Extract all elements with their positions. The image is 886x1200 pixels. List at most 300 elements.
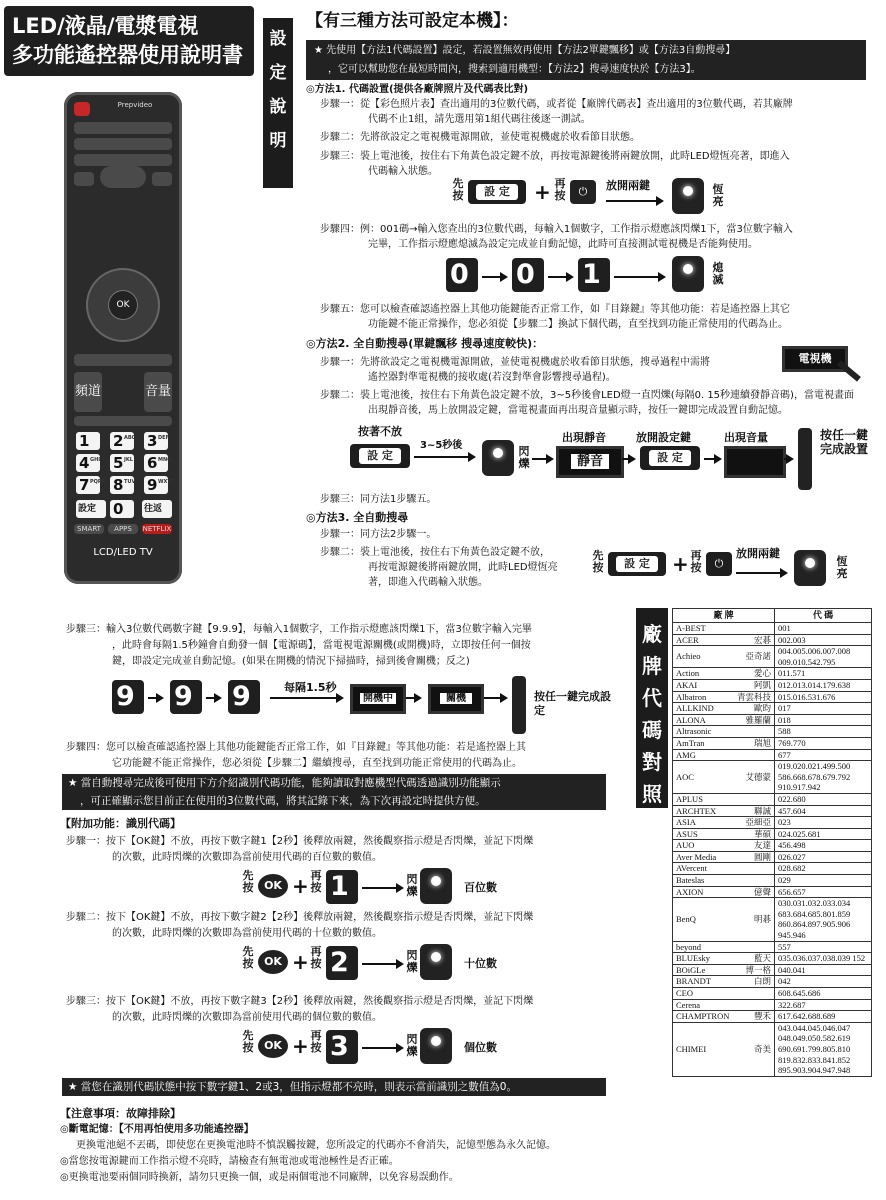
digit-key-9c: 9 [228,680,260,714]
table-row [673,1022,872,1076]
digit-key-9b: 9 [170,680,202,714]
table-row [673,817,872,829]
tv-icon: 電視機 [782,346,848,372]
ok-key-figure: OK [258,874,288,898]
volume-key: 音量 [144,372,172,412]
addon-step3-line1: 步驟三：按下【OK鍵】不放，再按下數字鍵3【2秒】後釋放兩鍵，然後觀察指示燈是否閃爍，並記下閃爍 [66,996,534,1007]
first-press-label: 先按 [592,549,604,574]
code-cell: 019.020.021.499.500 586.668.678.679.792 910.917.942 [775,761,872,794]
release-both-label: 放開兩鍵 [736,547,780,560]
brand-name: Aver Media [676,851,717,862]
brand-cell [673,634,775,646]
exit-key [152,172,172,186]
brand-chinese-name: 友達 [753,840,771,851]
code-cell: 026.027 [775,851,872,863]
brand-chinese-name: 瑞旭 [753,737,771,748]
method1-step5-line2: 功能鍵不能正常操作，您必須從【步驟二】換試下個代碼，直至找到功能正常使用的代碼為止。 [368,319,788,330]
code-cell: 040.041 [775,964,872,976]
hold-label: 按著不放 [358,425,402,438]
brand-name: ARCHTEX [676,805,717,816]
code-cell: 001 [775,623,872,635]
code-cell: 004.005.006.007.008 009.010.542.795 [775,646,872,668]
arrow-icon [362,887,402,889]
table-row [673,941,872,953]
code-cell: 012.013.014.179.638 [775,679,872,691]
digit-key-1: 1 [326,870,358,904]
method3-step3-line2: ，此時會每隔1.5秒鐘會自動發一個【電源碼】，當電視電源關機(或開機)時，立即按任何一個按 [112,640,531,651]
brand-name: AOC [676,771,694,782]
brand-chinese-name: 白朗 [753,976,771,987]
digit-key-1: 1 [578,258,610,292]
first-press-label: 先按 [242,1029,254,1054]
brand-name: AKAI [676,679,698,690]
table-row [673,703,872,715]
num-key-1: 1 [76,432,100,450]
brand-cell [673,668,775,680]
tens-label: 十位數 [464,957,497,970]
code-cell: 024.025.681 [775,828,872,840]
brand-cell [673,793,775,805]
setup-key-figure: 設 定 [468,180,526,204]
method3-step3-line3: 鍵，即設定完成並自動記憶。(如果在開機的情況下掃描時，掃到後會關機；反之) [112,656,470,667]
arrow-icon [548,276,572,278]
digit-key-2: 2 [326,946,358,980]
brand-name: ALLKIND [676,703,714,714]
first-press-label: 先按 [242,945,254,970]
side-tab-setup: 設 定 說 明 [263,18,293,188]
brand-cell [673,999,775,1011]
brand-name: beyond [676,941,702,952]
led-indicator-icon [672,178,704,214]
table-row [673,840,872,852]
led-indicator-icon [672,256,704,292]
brand-chinese-name: 雅羅蘭 [745,714,771,725]
tv-on-icon: 開機中 [350,684,406,714]
table-row [673,953,872,965]
method1-step3-line1: 步驟三：裝上電池後，按住右下角黃色設定鍵不放，再按電源鍵後將兩鍵放開，此時LED燈恆亮著，即進入 [320,151,790,162]
code-cell: 588 [775,726,872,738]
table-row [673,749,872,761]
method2-step2-line2: 出現靜音後，馬上放開設定鍵，當電視畫面再出現音量顯示時，按任一鍵即完成設置自動記憶。 [368,405,788,416]
then-press-label: 再按 [554,177,566,202]
brand-name: AUO [676,840,695,851]
led-indicator-icon [482,440,514,476]
troubleshoot-line-3: ◎當您按電源鍵而工作指示燈不亮時，請檢查有無電池或電池極性是否正確。 [60,1156,399,1167]
table-row [673,714,872,726]
top-key-labels [98,100,172,110]
table-row [673,646,872,668]
brand-cell [673,761,775,794]
brand-name: APLUS [676,793,703,804]
addon-step3-line2: 的次數，此時閃爍的次數即為當前使用代碼的個位數的數值。 [112,1012,382,1023]
troubleshoot-line-2: 更換電池絕不丟碼，即使您在更換電池時不慎誤觸按鍵，您所設定的代碼亦不會消失，記憶型態為永久記憶。 [76,1140,556,1151]
code-cell: 457.604 [775,805,872,817]
menu-key [100,166,146,188]
brand-chinese-name: 圓剛 [753,851,771,862]
led-indicator-icon [420,944,452,980]
addon-step2-line2: 的次數，此時閃爍的次數即為當前使用代碼的十位數的數值。 [112,928,382,939]
info-key [74,172,94,186]
brand-chinese-name: 愛心 [753,668,771,679]
num-key-8: 8 TUV [110,476,134,494]
ok-key-figure: OK [258,1034,288,1058]
plus-icon: + [292,1034,309,1058]
arrow-icon [406,697,420,699]
brand-cell [673,875,775,887]
brand-name: CHAMPTRON [676,1011,730,1022]
brand-cell [673,898,775,941]
remote-small-icon [512,676,526,734]
code-cell: 011.571 [775,668,872,680]
netflix-key: NETFLIX [142,525,172,533]
num-key-2: 2 ABC [110,432,134,450]
num-key-4: 4 GHI [76,454,100,472]
plus-icon: + [292,874,309,898]
method3-step4-line1: 步驟四：您可以檢查確認遙控器上其他功能鍵能否正常工作，如『目錄鍵』等其他功能：若是遙控器上其 [66,742,526,753]
table-row [673,964,872,976]
smart-key: SMART [74,524,104,534]
table-row [673,976,872,988]
then-press-label: 再按 [310,869,322,894]
arrow-icon [606,200,662,202]
table-header-row [673,609,872,623]
troubleshoot-heading: 【注意事項：故障排除】 [60,1107,181,1120]
setup-key-figure: 設 定 [350,444,410,468]
code-cell: 608.645.686 [775,988,872,1000]
brand-name: AVercent [676,863,707,874]
method2-step1-line2: 遙控器對準電視機的接收處(若沒對準會影響搜尋過程)。 [368,372,616,383]
brand-name: ALONA [676,714,706,725]
method1-heading: ◎方法1. 代碼設置(提供各廠牌照片及代碼表比對) [306,84,529,95]
setup-key-figure: 設 定 [640,446,700,470]
brand-chinese-name: 億聲 [753,886,771,897]
brand-name: BRANDT [676,976,711,987]
digit-key-0b: 0 [512,258,544,292]
identify-note: ★ 當您在識別代碼狀態中按下數字鍵1、2或3，但指示燈都不亮時，則表示當前識別之數值為0。 [62,1078,606,1096]
arrow-icon [784,458,792,460]
power-key-figure: ⏻ [706,552,732,576]
plus-icon: + [292,950,309,974]
hundreds-label: 百位數 [464,881,497,894]
brand-cell [673,737,775,749]
code-cell: 557 [775,941,872,953]
led-indicator-icon [794,550,826,586]
brand-name: BenQ [676,914,696,925]
then-press-label: 再按 [690,549,702,574]
troubleshoot-line-4: ◎更換電池要兩個同時換新，請勿只更換一個，或是兩個電池不同廠牌，以免容易誤動作。 [60,1172,459,1183]
brand-cell [673,749,775,761]
auto-search-note-line-2: ，可正確顯示您目前正在使用的3位數代碼，將其記錄下來，為下次再設定時提供方便。 [62,792,606,810]
method-note-box [306,40,866,80]
brand-chinese-name: 亞奇諾 [745,651,771,662]
function-key-row-3 [74,154,172,166]
table-row [673,863,872,875]
brand-name: Altrasonic [676,726,712,737]
brand-cell [673,805,775,817]
steady-label: 恆亮 [712,183,724,208]
method1-step4-line2: 完畢，工作指示燈應熄滅為設定完成並自動記憶，此時可直接測試電視機是否能夠使用。 [368,239,758,250]
method3-step1: 步驟一：同方法2步驟一。 [320,529,437,540]
table-row [673,828,872,840]
code-cell: 617.642.688.689 [775,1011,872,1023]
then-press-label: 再按 [310,1029,322,1054]
brand-cell [673,886,775,898]
method3-step4-line2: 它功能鍵不能正常操作，您必須從【步驟二】繼續搜尋，直至找到功能正常使用的代碼為止。 [112,758,522,769]
brand-column-header: 廠 牌 [673,609,775,623]
plus-icon: + [672,552,689,576]
code-cell: 028.682 [775,863,872,875]
method2-step2-line1: 步驟二：裝上電池後，按住右下角黃色設定鍵不放，3~5秒後會LED燈一直閃爍(每隔0. 15秒連續發靜音碼)，當電視畫面 [320,390,854,401]
blink-label: 閃爍 [406,1033,418,1058]
brand-cell [673,964,775,976]
arrow-icon [482,276,506,278]
method1-step1-line1: 步驟一：從【彩色照片表】查出適用的3位數代碼，或者從【廠牌代碼表】查出適用的3位數代碼，若其廠牌 [320,99,793,110]
channel-key: 頻道 [74,372,102,412]
brand-chinese-name: 華碩 [753,828,771,839]
blink-label: 閃爍 [518,445,530,470]
function-key-row-1 [74,122,172,134]
brand-cell [673,953,775,965]
blink-label: 閃爍 [406,949,418,974]
method1-step1-line2: 代碼不止1組，請先選用第1組代碼往後逐一測試。 [368,114,591,125]
brand-chinese-name: 聯誠 [753,805,771,816]
brand-cell [673,828,775,840]
brand-name: Action [676,668,700,679]
num-key-5: 5 JKL [110,454,134,472]
method3-step3-line1: 步驟三：輸入3位數代碼數字鍵【9.9.9】，每輸入1個數字，工作指示燈應該閃爍1下，當3位數字輸入完畢 [66,624,532,635]
section-title: 【有三種方法可設定本機】： [306,11,519,31]
table-row [673,761,872,794]
title-line-1: LED/液晶/電漿電視 [12,14,199,38]
brand-cell [673,863,775,875]
note-line-2: ，它可以幫助您在最短時間內，搜索到適用機型：【方法2】搜尋速度快於【方法3】。 [328,64,701,75]
brand-name: Cerena [676,999,701,1010]
code-cell: 043.044.045.046.047 048.049.050.582.619 690.691.799.805.810 819.832.833.841.852 895.903.904.947.948 [775,1022,872,1076]
off-label: 熄滅 [712,261,724,286]
code-column-header: 代 碼 [775,609,872,623]
brand-cell [673,714,775,726]
table-row [673,668,872,680]
led-indicator-icon [420,1028,452,1064]
ok-key: OK [109,291,137,319]
brand-name: Achieo [676,651,701,662]
brand-chinese-name: 艾德蒙 [745,771,771,782]
table-row [673,737,872,749]
volume-appear-label: 出現音量 [724,431,768,444]
table-row [673,623,872,635]
addon-step2-line1: 步驟二：按下【OK鍵】不放，再按下數字鍵2【2秒】後釋放兩鍵，然後觀察指示燈是否閃爍，並記下閃爍 [66,912,534,923]
brand-cell [673,1011,775,1023]
brand-cell [673,726,775,738]
num-key-3: 3 DEF [144,432,168,450]
code-cell: 456.498 [775,840,872,852]
code-cell: 677 [775,749,872,761]
brand-cell [673,623,775,635]
code-cell: 002.003 [775,634,872,646]
num-key-7: 7 PQRS [76,476,100,494]
brand-name: ASUS [676,828,698,839]
remote-small-icon [798,428,812,490]
table-row [673,793,872,805]
brand-name: CEO [676,988,693,998]
brand-chinese-name: 阿凱 [753,679,771,690]
mute-appear-label: 出現靜音 [562,431,606,444]
code-cell: 018 [775,714,872,726]
brand-name: AMG [676,749,696,760]
brand-chinese-name: 豐禾 [753,1011,771,1022]
digit-key-3: 3 [326,1030,358,1064]
arrow-icon [736,572,786,574]
steady-label: 恆亮 [836,555,848,580]
brand-cell [673,646,775,668]
digit-key-9: 9 [112,680,144,714]
code-cell: 769.770 [775,737,872,749]
brand-code-rows [673,623,872,1077]
table-row [673,898,872,941]
first-press-label: 先按 [242,869,254,894]
brand-name: BLUEsky [676,953,710,964]
arrow-icon [206,697,220,699]
brand-chinese-name: 宏碁 [753,634,771,645]
brand-name: AXION [676,886,704,897]
brand-cell [673,988,775,1000]
method1-step2: 步驟二：先將欲設定之電視機電源開啟，並使電視機處於收看節目狀態。 [320,132,640,143]
method1-step5-line1: 步驟五：您可以檢查確認遙控器上其他功能鍵能否正常工作，如『目錄鍵』等其他功能：若是遙控器上其它 [320,304,790,315]
method1-step3-line2: 代碼輸入狀態。 [368,166,438,177]
num-key-9: 9 WXYZ [144,476,168,494]
first-press-label: 先按 [452,177,464,202]
brand-name: ACER [676,634,699,645]
table-row [673,634,872,646]
table-row [673,726,872,738]
code-cell: 017 [775,703,872,715]
method1-step4-line1: 步驟四：例：001碼→輸入您查出的3位數代碼，每輸入1個數字，工作指示燈應該閃爍1下，當3位數字輸入 [320,224,793,235]
done-label: 按任一鍵完成設置 [820,428,869,456]
table-row [673,691,872,703]
led-indicator-icon [420,868,452,904]
brand-cell [673,840,775,852]
function-key-row-2 [74,138,172,150]
addon-step1-line1: 步驟一：按下【OK鍵】不放，再按下數字鍵1【2秒】後釋放兩鍵，然後觀察指示燈是否閃爍，並記下閃爍 [66,836,534,847]
brand-cell [673,691,775,703]
remote-control-image [64,92,182,584]
then-press-label: 再按 [310,945,322,970]
brand-chinese-name: 亞細亞 [745,817,771,828]
arrow-icon [622,458,634,460]
brand-cell [673,976,775,988]
setup-key-figure: 設 定 [608,552,666,576]
seconds-label: 3~5秒後 [420,440,463,451]
title-line-2: 多功能遙控器使用說明書 [12,43,243,67]
brand-name: BOiGLe [676,964,706,975]
brand-cell [673,941,775,953]
code-cell: 022.680 [775,793,872,805]
power-key-figure: ⏻ [570,180,596,204]
code-cell: 029 [775,875,872,887]
brand-chinese-name: 博一格 [745,964,771,975]
method2-step1-line1: 步驟一：先將欲設定之電視機電源開啟，並使電視機處於收看節目狀態，搜尋過程中需將 [320,357,710,368]
brand-chinese-name: 明碁 [753,914,771,925]
brand-cell [673,817,775,829]
units-label: 個位數 [464,1041,497,1054]
brand-chinese-name: 青雲科技 [736,691,771,702]
apps-key: APPS [108,524,138,534]
brand-name: AmTran [676,737,705,748]
brand-name: Albatron [676,691,707,702]
table-row [673,679,872,691]
prepvideo-label: Prepvideo [117,101,153,109]
code-cell: 656.657 [775,886,872,898]
code-cell: 023 [775,817,872,829]
setup-key: 設定 [76,500,106,518]
brand-name: A-BEST [676,623,706,633]
arrow-icon [704,458,720,460]
done-label: 按任一鍵完成設定 [534,690,611,717]
tv-volume-icon [724,446,786,478]
table-row [673,886,872,898]
brand-code-table [672,608,872,1077]
brand-chinese-name: 藍天 [753,953,771,964]
brand-name: CHIMEI [676,1043,707,1054]
code-cell: 035.036.037.038.039 152 [775,953,872,965]
arrow-icon [532,458,552,460]
document-title [4,6,254,76]
release-both-label: 放開兩鍵 [606,179,650,192]
table-row [673,988,872,1000]
plus-icon: + [534,180,551,204]
ok-key-figure: OK [258,950,288,974]
method3-step2-line3: 著，即進入代碼輸入狀態。 [368,577,488,588]
troubleshoot-line-1: ◎斷電記憶：【不用再怕使用多功能遙控器】 [60,1124,254,1135]
arrow-icon [362,963,402,965]
tv-off-icon: 關機 [428,684,484,714]
arrow-icon [148,697,162,699]
method3-step2-line2: 再按電源鍵後將兩鍵放開，此時LED燈恆亮 [368,562,558,573]
brand-cell [673,851,775,863]
method2-heading: ◎方法2. 全自動搜尋(單鍵飄移 搜尋速度較快)： [306,337,544,350]
table-row [673,851,872,863]
table-row [673,805,872,817]
addon-heading: 【附加功能：識別代碼】 [60,817,181,830]
release-setup-label: 放開設定鍵 [636,431,691,444]
side-tab-code-table: 廠 牌 代 碼 對 照 表 [636,608,668,808]
table-row [673,999,872,1011]
digit-key-0: 0 [446,258,478,292]
arrow-icon [270,697,342,699]
auto-search-note-line-1: ★ 當自動搜尋完成後可使用下方介紹識別代碼功能，能夠讀取對應機型代碼透過識別功能顯示 [62,774,606,792]
power-key [74,102,90,116]
table-row [673,875,872,887]
num-key-6: 6 MNO [144,454,168,472]
arrow-icon [484,697,506,699]
code-cell: 042 [775,976,872,988]
brand-name: Bateslas [676,875,705,886]
table-row [673,1011,872,1023]
method2-step3: 步驟三：同方法1步驟五。 [320,494,437,505]
tv-mute-icon: 靜音 [556,446,624,478]
remote-model-label: LCD/LED TV [93,547,153,558]
playback-row [74,354,172,366]
num-key-0: 0 [110,500,134,518]
method3-heading: ◎方法3. 全自動搜尋 [306,511,409,524]
brand-name: ASIA [676,817,696,828]
code-cell: 030.031.032.033.034 683.684.685.801.859 860.864.897.905.906 945.946 [775,898,872,941]
brand-cell [673,1022,775,1076]
brand-chinese-name: 歐昀 [753,703,771,714]
code-cell: 015.016.531.676 [775,691,872,703]
arrow-icon [614,276,664,278]
every-interval-label: 每隔1.5秒 [284,681,337,694]
